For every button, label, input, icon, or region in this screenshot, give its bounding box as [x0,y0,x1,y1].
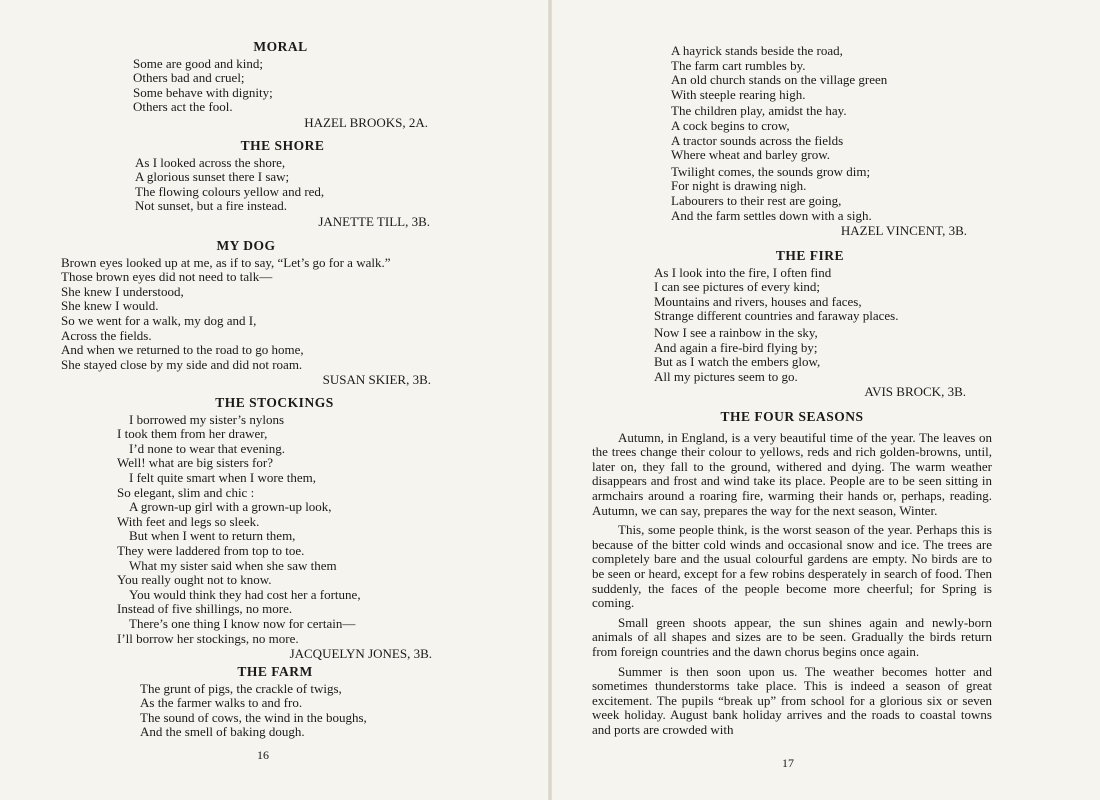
poem-line: Some behave with dignity; [133,84,273,100]
poem-author: JANETTE TILL, 3B. [318,213,430,229]
poem-line: Well! what are big sisters for? [117,455,273,471]
poem-line: You would think they had cost her a fortune, [129,586,361,602]
poem-author: HAZEL BROOKS, 2A. [304,114,428,130]
poem-the-fire [654,249,966,400]
poem-title: MORAL [253,39,308,54]
poem-line: The sound of cows, the wind in the boughs, [140,709,367,725]
poem-line: With feet and legs so sleek. [117,513,260,529]
poem-line: Across the fields. [61,327,152,343]
poem-line: There’s one thing I know now for certain— [129,615,356,631]
poem-my-dog [61,239,431,388]
poem-line: Now I see a rainbow in the sky, [654,324,818,340]
poem-line: Others bad and cruel; [133,70,245,86]
poem-author: AVIS BROCK, 3B. [864,384,966,400]
poem-line: Others act the fool. [133,99,233,115]
poem-line: So elegant, slim and chic : [117,484,255,500]
poem-line: And the farm settles down with a sigh. [671,207,872,223]
poem-line: And again a fire-bird flying by; [654,339,818,355]
essay-paragraph: Small green shoots appear, the sun shines again and newly-born animals of all shapes and sizes are to be seen. Gradually the birds return from foreign countries and the dawn chorus begins once again. [592,614,992,659]
poem-line: A hayrick stands beside the road, [671,43,843,58]
poem-author: SUSAN SKIER, 3B. [322,372,431,388]
poem-line: A glorious sunset there I saw; [135,169,290,185]
poem-line: As I look into the fire, I often find [654,264,832,280]
poem-line: Labourers to their rest are going, [671,192,842,208]
poem-line: I took them from her drawer, [117,426,268,442]
essay-title: THE FOUR SEASONS [720,409,864,424]
poem-line: The flowing colours yellow and red, [135,183,325,199]
poem-line: Some are good and kind; [133,55,263,71]
poem-line: All my pictures seem to go. [654,368,798,384]
poem-title: THE SHORE [240,138,325,153]
poem-the-stockings [117,396,432,662]
poem-moral [133,40,428,131]
poem-line: She stayed close by my side and did not roam. [61,356,303,372]
poem-farm-continued [671,44,967,239]
poem-line: As I looked across the shore, [135,154,286,170]
poem-author: HAZEL VINCENT, 3B. [840,223,967,239]
poem-line: She knew I would. [61,298,159,314]
essay-paragraph: Autumn, in England, is a very beautiful time of the year. The leaves on the trees change their colour to yellows, reds and rich golden-browns, until, later on, they fall to the ground, withered and dying. The warm weather disappears and frost and wind take its place. People are to be seen sitting in armchairs around a roaring fire, warming their hands or, perhaps, reading. Autumn, we can say, prepares the way for the next season, Winter. [592,429,992,518]
poem-title: THE FARM [237,664,313,679]
poem-line: But when I went to return them, [129,528,296,544]
poem-author: JACQUELYN JONES, 3B. [289,646,432,662]
poem-line: The grunt of pigs, the crackle of twigs, [140,680,342,696]
poem-line: The farm cart rumbles by. [671,57,806,73]
poem-line: And when we returned to the road to go home, [61,342,304,358]
poem-line: A cock begins to crow, [671,117,790,133]
essay-paragraph: This, some people think, is the worst season of the year. Perhaps this is because of the bitter cold winds and occasional snow and ice. The trees are completely bare and the usual colourful gardens are empty. No birds are to be seen or heard, except for a few robins desperately in search of food. Then suddenly, the faces of the people become more cheerful; for Spring is coming. [592,522,992,611]
poem-line: Mountains and rivers, houses and faces, [654,293,862,309]
poem-line: Not sunset, but a fire instead. [135,198,287,214]
poem-line: Those brown eyes did not need to talk— [61,269,273,285]
poem-title: MY DOG [216,238,276,253]
poem-the-farm [140,665,410,740]
poem-line: Strange different countries and faraway places. [654,308,899,324]
poem-line: I can see pictures of every kind; [654,279,821,295]
poem-title: THE STOCKINGS [215,395,334,410]
poem-line: And the smell of baking dough. [140,724,305,740]
poem-line: With steeple rearing high. [671,86,806,102]
poem-line: She knew I understood, [61,283,184,299]
poem-line: I felt quite smart when I wore them, [129,469,316,485]
poem-line: A grown-up girl with a grown-up look, [129,499,332,515]
poem-line: The children play, amidst the hay. [671,103,847,119]
poem-the-shore [135,139,430,230]
poem-line: You really ought not to know. [117,572,272,588]
essay-four-seasons [592,410,992,742]
essay-paragraph: Summer is then soon upon us. The weather becomes hotter and sometimes thunderstorms take place. This is indeed a season of great excitement. The pupils “break up” from school for a glorious six or seven week holiday. August bank holiday arrives and the roads to coastal towns and ports are crowded with [592,663,992,737]
poem-line: Brown eyes looked up at me, as if to say, “Let’s go for a walk.” [61,254,391,270]
page-number-left: 16 [257,748,269,762]
poem-title: THE FIRE [775,248,845,263]
poem-line: So we went for a walk, my dog and I, [61,312,257,328]
poem-line: I borrowed my sister’s nylons [129,411,285,427]
poem-line: I’d none to wear that evening. [129,440,285,456]
poem-line: A tractor sounds across the fields [671,132,844,148]
poem-line: Instead of five shillings, no more. [117,601,293,617]
poem-line: For night is drawing nigh. [671,178,807,194]
page-number-right: 17 [782,756,794,770]
poem-line: Where wheat and barley grow. [671,147,831,163]
poem-line: What my sister said when she saw them [129,557,337,573]
poem-line: But as I watch the embers glow, [654,354,821,370]
poem-line: I’ll borrow her stockings, no more. [117,630,299,646]
poem-line: Twilight comes, the sounds grow dim; [671,163,871,179]
poem-line: An old church stands on the village green [671,72,888,88]
poem-line: They were laddered from top to toe. [117,542,305,558]
poem-line: As the farmer walks to and fro. [140,695,303,711]
